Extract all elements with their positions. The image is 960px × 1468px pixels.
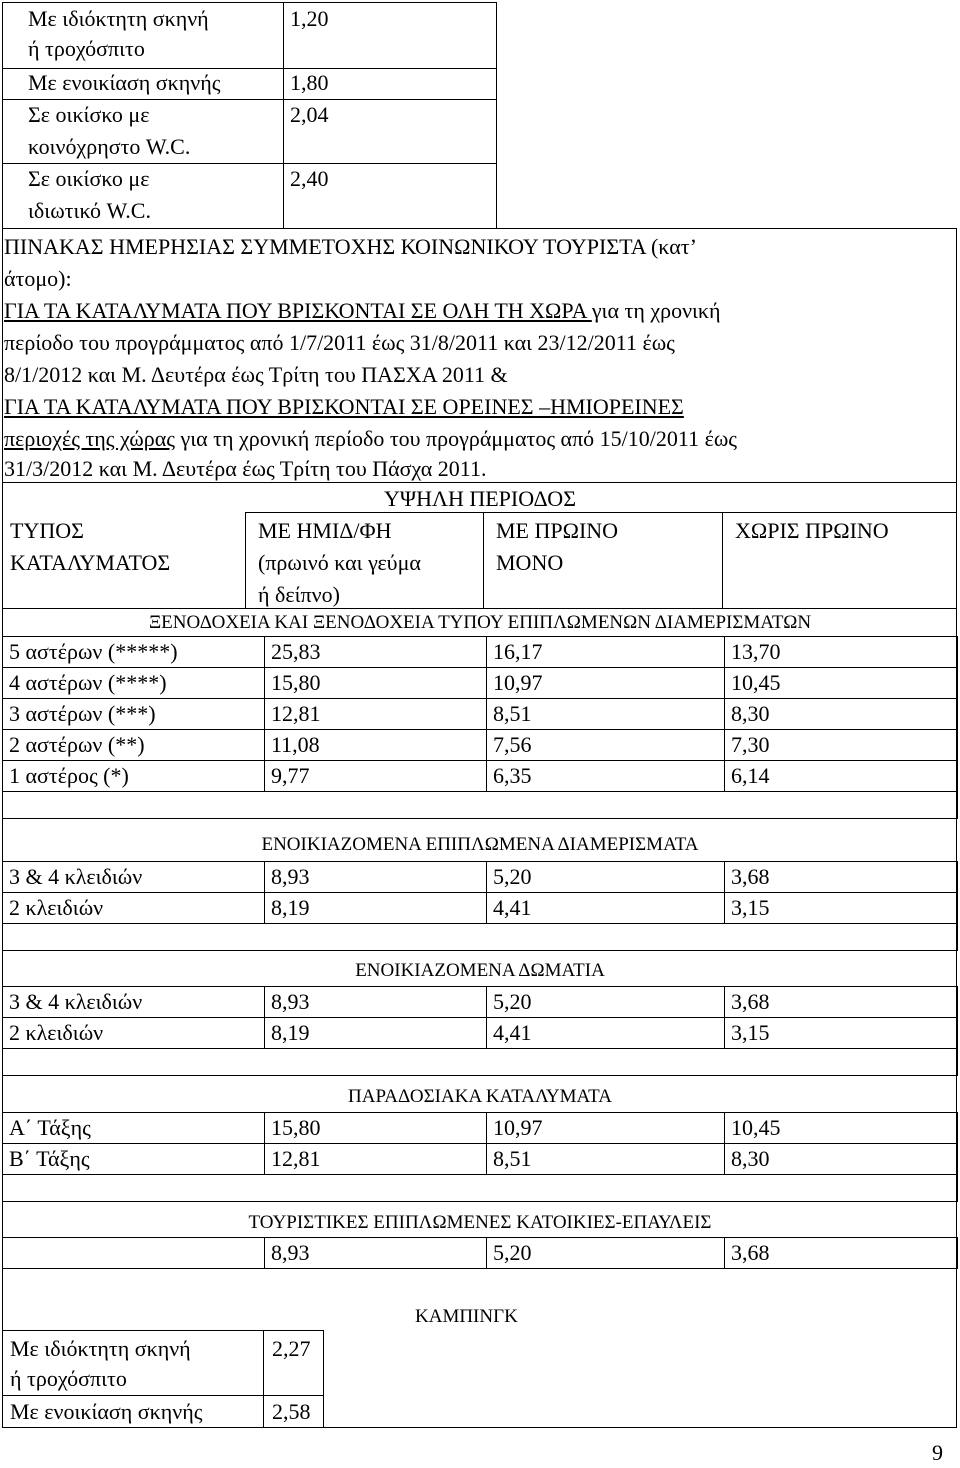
top-camping-value: 1,20 [290,6,329,31]
table-row [3,637,958,668]
cell-no-breakfast: 3,15 [725,1018,958,1049]
intro-rest: για τη χρονική [591,298,721,323]
cell-breakfast: 5,20 [487,862,725,893]
col-half-board-3: ή δείπνο) [258,582,340,607]
intro-rest: για τη χρονική περίοδο του προγράμματος από 15/10/2011 έως [175,426,738,451]
spacer-row [3,792,958,819]
cell-half-board: 9,77 [265,761,487,792]
cell-no-breakfast: 10,45 [725,1113,958,1144]
row-label: Α΄ Τάξης [3,1113,265,1144]
row-label: 2 κλειδιών [3,1018,265,1049]
table-row [3,668,958,699]
camping-label: Με ιδιόκτητη σκηνή [10,1336,191,1361]
cell-no-breakfast: 6,14 [725,761,958,792]
cell-half-board: 15,80 [265,1113,487,1144]
row-label: 4 αστέρων (****) [3,668,265,699]
cell-no-breakfast: 8,30 [725,1144,958,1175]
section-title: ΠΑΡΑΔΟΣΙΑΚΑ ΚΑΤΑΛΥΜΑΤΑ [348,1086,612,1107]
camping-value: 2,27 [272,1336,311,1361]
row-label: 5 αστέρων (*****) [3,637,265,668]
blank-cell [3,1049,958,1076]
camping-title: ΚΑΜΠΙΝΓΚ [415,1306,518,1327]
top-camping-label: Με ενοικίαση σκηνής [28,70,221,95]
villas-table [2,1237,958,1269]
cell-half-board: 15,80 [265,668,487,699]
page-number: 9 [932,1440,943,1465]
cell-half-board: 8,93 [265,987,487,1018]
camping-label: Με ενοικίαση σκηνής [10,1399,203,1424]
row-label: 2 αστέρων (**) [3,730,265,761]
table-row [3,730,958,761]
col-half-board-2: (πρωινό και γεύμα [258,550,421,575]
intro-underlined: ΓΙΑ ΤΑ ΚΑΤΑΛΥΜΑΤΑ ΠΟΥ ΒΡΙΣΚΟΝΤΑΙ ΣΕ ΟΛΗ ΤΗ ΧΩΡΑ [4,298,592,323]
table-row [3,1018,958,1049]
cell-no-breakfast: 8,30 [725,699,958,730]
cell-breakfast: 8,51 [487,699,725,730]
intro-line: 31/3/2012 και Μ. Δευτέρα έως Τρίτη του Πάσχα 2011. [4,456,487,481]
table-row [3,987,958,1018]
cell-half-board: 8,93 [265,1238,487,1269]
spacer-row [3,1175,958,1202]
blank-cell [3,792,958,819]
hotels-table [2,636,958,819]
row-label [3,1238,265,1269]
top-camping-value: 2,04 [290,102,329,127]
spacer-row [3,1049,958,1076]
intro-line [4,298,721,324]
row-label: 3 & 4 κλειδιών [3,862,265,893]
cell-half-board: 8,19 [265,1018,487,1049]
top-camping-label: Σε οικίσκο με [28,102,150,127]
intro-line: ΠΙΝΑΚΑΣ ΗΜΕΡΗΣΙΑΣ ΣΥΜΜΕΤΟΧΗΣ ΚΟΙΝΩΝΙΚΟΥ ΤΟΥΡΙΣΤΑ (κατ’ [4,234,697,259]
table-row [3,699,958,730]
cell-no-breakfast: 10,45 [725,668,958,699]
table-row [3,761,958,792]
cell-breakfast: 16,17 [487,637,725,668]
table-row [3,893,958,924]
cell-breakfast: 7,56 [487,730,725,761]
row-label: Β΄ Τάξης [3,1144,265,1175]
cell-half-board: 25,83 [265,637,487,668]
intro-line [4,426,737,452]
cell-breakfast: 8,51 [487,1144,725,1175]
camping-label-2: ή τροχόσπιτο [10,1366,127,1391]
cell-breakfast: 10,97 [487,668,725,699]
col-type-label: ΤΥΠΟΣ [10,518,84,543]
section-title: ΞΕΝΟΔΟΧΕΙΑ ΚΑΙ ΞΕΝΟΔΟΧΕΙΑ ΤΥΠΟΥ ΕΠΙΠΛΩΜΕΝΩΝ ΔΙΑΜΕΡΙΣΜΑΤΩΝ [148,612,812,633]
row-label: 3 & 4 κλειδιών [3,987,265,1018]
cell-no-breakfast: 13,70 [725,637,958,668]
col-breakfast-2: ΜΟΝΟ [496,550,564,575]
col-type-label-2: ΚΑΤΑΛΥΜΑΤΟΣ [10,550,171,575]
blank-cell [3,1175,958,1202]
cell-breakfast: 4,41 [487,1018,725,1049]
intro-line: 8/1/2012 και Μ. Δευτέρα έως Τρίτη του ΠΑΣΧΑ 2011 & [4,362,508,387]
top-camping-label-2: ιδιωτικό W.C. [28,198,151,223]
table-row [3,1113,958,1144]
cell-no-breakfast: 3,68 [725,1238,958,1269]
table-row [3,1238,958,1269]
intro-line: ΓΙΑ ΤΑ ΚΑΤΑΛΥΜΑΤΑ ΠΟΥ ΒΡΙΣΚΟΝΤΑΙ ΣΕ ΟΡΕΙΝΕΣ –ΗΜΙΟΡΕΙΝΕΣ [4,394,684,419]
cell-no-breakfast: 7,30 [725,730,958,761]
top-camping-label-2: κοινόχρηστο W.C. [28,134,191,159]
cell-breakfast: 5,20 [487,987,725,1018]
season-title: ΥΨΗΛΗ ΠΕΡΙΟΔΟΣ [383,486,577,511]
row-label: 2 κλειδιών [3,893,265,924]
section-title: ΤΟΥΡΙΣΤΙΚΕΣ ΕΠΙΠΛΩΜΕΝΕΣ ΚΑΤΟΙΚΙΕΣ-ΕΠΑΥΛΕΙΣ [248,1212,712,1233]
table-row [3,862,958,893]
cell-half-board: 8,93 [265,862,487,893]
camping-value: 2,58 [272,1399,311,1424]
table-row [3,1144,958,1175]
top-camping-label-2: ή τροχόσπιτο [28,36,145,61]
top-camping-value: 1,80 [290,70,329,95]
intro-line: περίοδο του προγράμματος από 1/7/2011 έως 31/8/2011 και 23/12/2011 έως [4,330,675,355]
cell-breakfast: 10,97 [487,1113,725,1144]
row-label: 3 αστέρων (***) [3,699,265,730]
apartments-table [2,861,958,951]
cell-no-breakfast: 3,15 [725,893,958,924]
top-camping-value: 2,40 [290,166,329,191]
col-no-breakfast: ΧΩΡΙΣ ΠΡΩΙΝΟ [735,518,889,543]
section-title: ΕΝΟΙΚΙΑΖΟΜΕΝΑ ΕΠΙΠΛΩΜΕΝΑ ΔΙΑΜΕΡΙΣΜΑΤΑ [261,834,699,855]
traditional-table [2,1112,958,1202]
intro-line: άτομο): [4,266,72,291]
cell-half-board: 8,19 [265,893,487,924]
cell-half-board: 11,08 [265,730,487,761]
cell-breakfast: 5,20 [487,1238,725,1269]
cell-half-board: 12,81 [265,699,487,730]
intro-underlined: περιοχές της χώρας [4,426,175,451]
col-breakfast: ΜΕ ΠΡΩΙΝΟ [496,518,619,543]
cell-breakfast: 4,41 [487,893,725,924]
cell-breakfast: 6,35 [487,761,725,792]
spacer-row [3,924,958,951]
row-label: 1 αστέρος (*) [3,761,265,792]
top-camping-label: Με ιδιόκτητη σκηνή [28,6,209,31]
rooms-table [2,986,958,1076]
section-title: ΕΝΟΙΚΙΑΖΟΜΕΝΑ ΔΩΜΑΤΙΑ [355,960,605,981]
cell-no-breakfast: 3,68 [725,862,958,893]
cell-half-board: 12,81 [265,1144,487,1175]
col-half-board: ΜΕ ΗΜΙΔ/ΦΗ [258,518,392,543]
cell-no-breakfast: 3,68 [725,987,958,1018]
top-camping-label: Σε οικίσκο με [28,166,150,191]
blank-cell [3,924,958,951]
